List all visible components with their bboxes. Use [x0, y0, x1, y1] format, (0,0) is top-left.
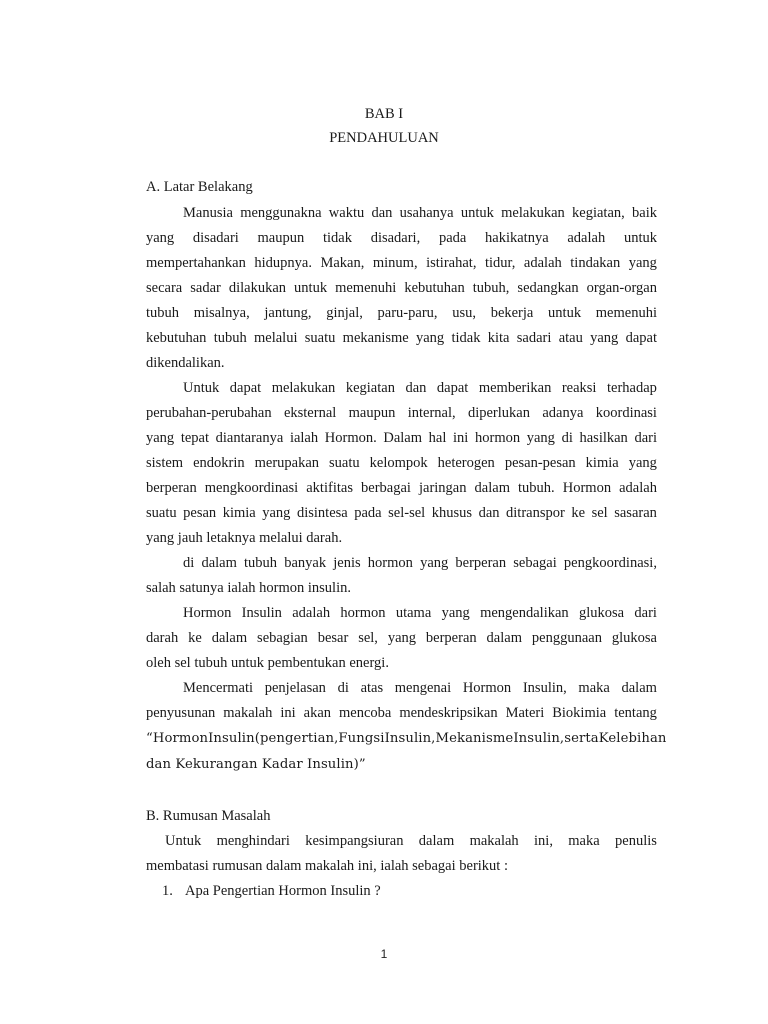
word: mempertahankan [146, 255, 246, 271]
word: pesan [183, 505, 217, 521]
word: menghindari [216, 833, 290, 849]
word: di [337, 680, 349, 696]
word: ini [453, 430, 469, 446]
word: koordinasi [595, 405, 657, 421]
word: bekerja [490, 305, 534, 321]
paragraph-line: yang jauh letaknya melalui darah. [146, 530, 343, 546]
paragraph-line: salah satunya ialah hormon insulin. [146, 580, 351, 596]
paragraph-line [146, 278, 657, 298]
word: terhadap [606, 380, 657, 396]
word: yang [416, 330, 445, 346]
paragraph-line: dikendalikan. [146, 355, 225, 371]
paragraph-line [146, 253, 657, 273]
word: maupun [348, 405, 396, 421]
paragraph-line: oleh sel tubuh untuk pembentukan energi. [146, 655, 389, 671]
word: glukosa [578, 605, 625, 621]
word: kesimpangsiuran [305, 833, 404, 849]
word: Biokimia [552, 705, 607, 721]
word: dari [634, 605, 657, 621]
word: maka [578, 680, 610, 696]
word: makalah [223, 705, 273, 721]
word: suatu [329, 455, 360, 471]
word: ditranspor [506, 505, 565, 521]
word: dalam [486, 630, 522, 646]
word: adalah [523, 255, 562, 271]
paragraph-line [146, 453, 657, 473]
word: ginjal, [326, 305, 363, 321]
word: pengkoordinasi, [563, 555, 657, 571]
word: darah [146, 630, 179, 646]
paragraph-line [146, 428, 657, 448]
word: Materi [505, 705, 545, 721]
word: berbagai [361, 480, 411, 496]
word: tepat [180, 430, 210, 446]
word: sel, [358, 630, 378, 646]
word: minum, [372, 255, 418, 271]
word: melakukan [271, 380, 336, 396]
word: dapat [436, 380, 469, 396]
word: dan [405, 380, 427, 396]
word: penyusunan [146, 705, 216, 721]
word: dalam [211, 630, 248, 646]
list-text: Apa Pengertian Hormon Insulin ? [185, 883, 381, 899]
word: dalam [201, 555, 237, 571]
word: tidur, [484, 255, 516, 271]
word: mekanisme [342, 330, 409, 346]
word: memenuhi [595, 305, 657, 321]
word: Insulin, [522, 680, 567, 696]
word: kimia [585, 455, 619, 471]
paragraph-line [183, 678, 657, 698]
word: yang [146, 230, 175, 246]
word: yang [628, 455, 657, 471]
word: hormon [340, 605, 386, 621]
word: utama [395, 605, 432, 621]
word: merupakan [254, 455, 320, 471]
word: pada [354, 505, 382, 521]
word: kebutuhan [404, 280, 465, 296]
word: Insulin, [513, 731, 565, 746]
word: aktifitas [306, 480, 353, 496]
quoted-title-line [146, 729, 667, 749]
word: eksternal [283, 405, 337, 421]
word: Insulin [241, 605, 282, 621]
word: mengkoordinasi [204, 480, 299, 496]
word: disintesa [296, 505, 348, 521]
word: untuk [623, 230, 657, 246]
word: untuk [294, 280, 328, 296]
word: hidupnya. [254, 255, 312, 271]
word: (pengertian, [254, 731, 339, 746]
word: yang [441, 605, 470, 621]
word: penulis [615, 833, 657, 849]
word: serta [564, 731, 599, 746]
word: waktu [328, 205, 365, 221]
word: tubuh. [518, 480, 555, 496]
paragraph-line [146, 403, 657, 423]
list-number: 1. [162, 883, 173, 899]
word: dan [478, 505, 500, 521]
word: yang [526, 430, 555, 446]
paragraph-line [146, 703, 657, 723]
word: Dalam [383, 430, 423, 446]
word: tentang [614, 705, 657, 721]
word: usu, [452, 305, 476, 321]
word: sel-sel [388, 505, 426, 521]
paragraph-line [183, 203, 657, 223]
word: Insulin [208, 731, 255, 746]
word: menggunakna [240, 205, 322, 221]
word: internal, [407, 405, 456, 421]
word: suatu [146, 505, 177, 521]
word: paru-paru, [377, 305, 438, 321]
word: kita [487, 330, 510, 346]
word: glukosa [611, 630, 657, 646]
word: yang [590, 330, 619, 346]
word: Hormon [562, 480, 612, 496]
word: hormon [474, 430, 521, 446]
word: khusus [431, 505, 473, 521]
word: Kelebihan [598, 731, 667, 746]
word: Mencermati [183, 680, 254, 696]
word: di [183, 555, 195, 571]
word: yang [628, 255, 657, 271]
word: adalah [292, 605, 331, 621]
word: Hormon. [324, 430, 377, 446]
paragraph-line [146, 228, 657, 248]
word: sedangkan [517, 280, 579, 296]
word: kebutuhan [146, 330, 207, 346]
word: sebagian [257, 630, 308, 646]
word: dilakukan [228, 280, 287, 296]
paragraph-line: membatasi rumusan dalam makalah ini, ialah sebagai berikut : [146, 858, 508, 874]
word: sistem [146, 455, 184, 471]
word: ini [280, 705, 296, 721]
paragraph-line [183, 553, 657, 573]
word: maupun [257, 230, 305, 246]
word: maka [568, 833, 600, 849]
word: penggunaan [531, 630, 602, 646]
word: melakukan [501, 205, 565, 221]
word: sadari [516, 330, 552, 346]
word: tidak [322, 230, 352, 246]
word: akan [303, 705, 332, 721]
word: usahanya [399, 205, 454, 221]
word: misalnya, [193, 305, 250, 321]
paragraph-line [146, 303, 657, 323]
word: kelompok [369, 455, 428, 471]
word: ialah [289, 430, 319, 446]
word: memberikan [478, 380, 552, 396]
word: kimia [222, 505, 256, 521]
word: dalam [474, 480, 510, 496]
word: hakikatnya [485, 230, 549, 246]
word: yang [262, 505, 291, 521]
word: “Hormon [146, 731, 209, 746]
word: mengendalikan [480, 605, 569, 621]
word: tubuh [146, 305, 180, 321]
word: Insulin, [384, 731, 436, 746]
word: dalam [418, 833, 455, 849]
word: adanya [542, 405, 584, 421]
word: sadar [190, 280, 221, 296]
word: jenis [333, 555, 361, 571]
word: besar [317, 630, 349, 646]
word: baik [632, 205, 657, 221]
word: melalui [254, 330, 298, 346]
word: ke [571, 505, 586, 521]
word: pesan-pesan [504, 455, 576, 471]
word: ke [188, 630, 202, 646]
word: reaksi [561, 380, 597, 396]
word: disadari, [370, 230, 421, 246]
word: atas [360, 680, 384, 696]
word: yang [387, 630, 417, 646]
word: makalah [469, 833, 519, 849]
word: penjelasan [264, 680, 326, 696]
word: Mekanisme [435, 731, 514, 746]
word: secara [146, 280, 183, 296]
word: adalah [619, 480, 657, 496]
word: di [561, 430, 573, 446]
paragraph-line [183, 603, 657, 623]
paragraph-line [146, 328, 657, 348]
paragraph-line [165, 831, 657, 851]
section-a-heading: A. Latar Belakang [146, 179, 253, 195]
word: istirahat, [426, 255, 477, 271]
section-b-heading: B. Rumusan Masalah [146, 808, 271, 824]
word: yang [420, 555, 449, 571]
word: disadari [192, 230, 239, 246]
word: tubuh [244, 555, 278, 571]
quoted-title-line: dan Kekurangan Kadar Insulin)” [146, 757, 366, 772]
paragraph-line [146, 628, 657, 648]
word: Hormon [183, 605, 232, 621]
word: heterogen [437, 455, 495, 471]
word: berperan [425, 630, 477, 646]
word: tubuh, [472, 280, 510, 296]
word: atau [558, 330, 583, 346]
word: Untuk [183, 380, 220, 396]
word: untuk [548, 305, 582, 321]
word: mendeskripsikan [399, 705, 498, 721]
word: banyak [284, 555, 327, 571]
word: Fungsi [338, 731, 385, 746]
word: suatu [304, 330, 336, 346]
word: hal [428, 430, 447, 446]
word: dapat [229, 380, 262, 396]
word: Untuk [165, 833, 202, 849]
word: untuk [460, 205, 494, 221]
word: diperlukan [467, 405, 530, 421]
word: Manusia [183, 205, 233, 221]
list-item [162, 881, 381, 901]
word: sasaran [614, 505, 657, 521]
word: diantaranya [215, 430, 284, 446]
chapter-title: PENDAHULUAN [329, 130, 439, 146]
word: tubuh [213, 330, 247, 346]
paragraph-line [183, 378, 657, 398]
word: dapat [625, 330, 657, 346]
word: organ-organ [586, 280, 657, 296]
word: dan [371, 205, 393, 221]
paragraph-line [146, 503, 657, 523]
word: adalah [567, 230, 606, 246]
page-number: 1 [380, 947, 388, 961]
word: mencoba [339, 705, 392, 721]
word: jaringan [418, 480, 467, 496]
word: jantung, [264, 305, 312, 321]
word: perubahan-perubahan [146, 405, 272, 421]
word: berperan [146, 480, 197, 496]
paragraph-line [146, 478, 657, 498]
word: Makan, [320, 255, 365, 271]
word: pada [438, 230, 467, 246]
word: tidak [451, 330, 481, 346]
word: dalam [621, 680, 657, 696]
word: memenuhi [335, 280, 397, 296]
word: berperan [455, 555, 507, 571]
word: yang [146, 430, 175, 446]
word: mengenai [394, 680, 452, 696]
word: sebagai [513, 555, 557, 571]
word: hormon [367, 555, 413, 571]
word: ini, [534, 833, 553, 849]
chapter-label: BAB I [364, 106, 404, 122]
word: dari [634, 430, 657, 446]
word: hasilkan [579, 430, 628, 446]
word: sel [591, 505, 608, 521]
word: endokrin [193, 455, 245, 471]
word: kegiatan [345, 380, 395, 396]
word: tindakan [570, 255, 621, 271]
word: kegiatan, [572, 205, 625, 221]
word: Hormon [462, 680, 512, 696]
